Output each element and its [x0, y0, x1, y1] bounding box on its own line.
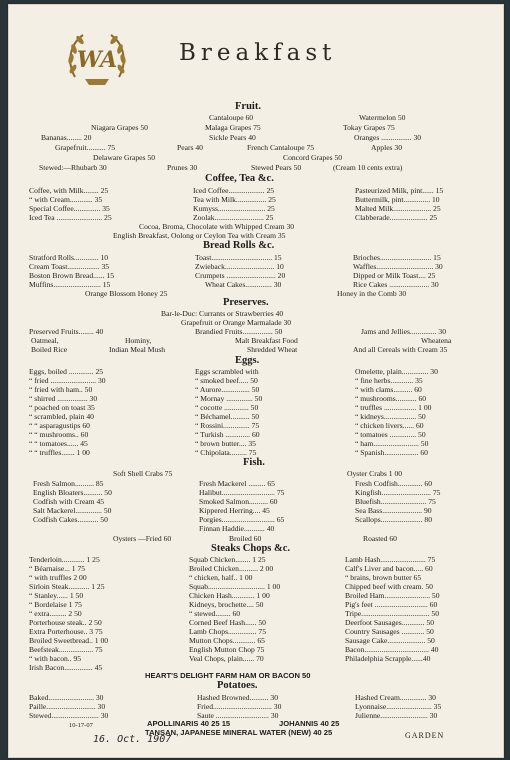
eggs-item: “ Turkish ............. 60 — [195, 430, 260, 439]
potatoes-item: Stewed......................... 30 — [29, 711, 109, 720]
steaks-item: Squab.............................. 1 00 — [189, 582, 281, 591]
bread-item: Stratford Rolls............. 10 — [29, 253, 109, 262]
bread-item: Dipped or Milk Toast.... 25 — [353, 271, 436, 280]
section-fruit: Fruit. — [235, 101, 261, 112]
fish-item: Finnan Haddie........... 40 — [199, 524, 275, 533]
steaks-item: Tripe.................................... 50 — [345, 609, 440, 618]
steaks-item: Philadelphia Scrapple......40 — [345, 654, 431, 663]
eggs-item: “ fried ........................ 30 — [29, 376, 106, 385]
potatoes-item: Hashed Cream.............. 30 — [355, 693, 436, 702]
logo-monogram: WA — [76, 47, 118, 73]
section-steaks: Steaks Chops &c. — [211, 543, 291, 554]
bread-item: Boston Brown Bread...... 15 — [29, 271, 115, 280]
preserves-item: Grapefruit or Orange Marmalade 30 — [181, 318, 292, 327]
eggs-item: “ fried with ham.. 50 — [29, 385, 93, 394]
water-item: JOHANNIS 40 25 — [279, 719, 340, 728]
fish-item: Broiled 60 — [229, 534, 262, 543]
fish-item: Fresh Mackerel ......... 65 — [199, 479, 275, 488]
potatoes-item: Fried............................... 30 — [197, 702, 282, 711]
preserves-item: Jams and Jellies.............. 30 — [361, 327, 446, 336]
menu-card — [8, 4, 504, 758]
steaks-item: “ chicken, half.. 1 00 — [189, 573, 253, 582]
steaks-item: Chicken Hash............ 1 00 — [189, 591, 270, 600]
eggs-item: “ “ tomatoes...... 45 — [29, 439, 88, 448]
eggs-item: “ truffles ................. 1 00 — [355, 403, 432, 412]
eggs-item: “ tomatoes .............. 50 — [355, 430, 426, 439]
preserves-item: Preserved Fruits........ 40 — [29, 327, 104, 336]
steaks-item: “ stewed........ 60 — [189, 609, 241, 618]
fruit-item: Concord Grapes 50 — [283, 153, 343, 162]
fish-item: Oysters —Fried 60 — [113, 534, 172, 543]
fruit-item: Grapefruit.......... 75 — [55, 143, 116, 152]
eggs-item: “ Béchamel.......... 50 — [195, 412, 260, 421]
steaks-item: Corned Beef Hash...... 50 — [189, 618, 266, 627]
eggs-item: Omelette, plain.............. 30 — [355, 367, 438, 376]
steaks-item: Chipped beef with cream. 50 — [345, 582, 433, 591]
eggs-item: “ cocotte ............. 50 — [195, 403, 259, 412]
potatoes-item: Paille.......................... 30 — [29, 702, 106, 711]
fish-item: Soft Shell Crabs 75 — [113, 469, 173, 478]
fruit-item: French Cantaloupe 75 — [247, 143, 315, 152]
venue-label: GARDEN — [405, 731, 445, 740]
fruit-item: Niagara Grapes 50 — [91, 123, 148, 132]
cereal-item: Malt Breakfast Food — [235, 336, 298, 345]
fish-item: Fresh Codfish............. 60 — [355, 479, 432, 488]
menu-code: 10-17-07 — [69, 722, 93, 729]
cereal-item: Boiled Rice — [31, 345, 68, 354]
potatoes-item: Julienne......................... 30 — [355, 711, 438, 720]
fish-item: English Bloaters.......... 50 — [33, 488, 112, 497]
fish-item: Sea Bass..................... 90 — [355, 506, 432, 515]
fish-item: Roasted 60 — [363, 534, 397, 543]
steaks-item: Lamb Hash........................ 75 — [345, 555, 436, 564]
water-item: TANSAN, JAPANESE MINERAL WATER (NEW) 40 25 — [145, 728, 333, 737]
fruit-item: Prunes 30 — [167, 163, 198, 172]
eggs-item: “ smoked beef..... 50 — [195, 376, 258, 385]
preserves-item: Bar-le-Duc: Currants or Strawberries 40 — [161, 309, 284, 318]
wa-monogram-logo — [65, 29, 129, 91]
fish-item: Salt Mackerel.............. 50 — [33, 506, 112, 515]
fish-item: Codfish Cakes........... 50 — [33, 515, 108, 524]
section-coffee: Coffee, Tea &c. — [205, 173, 274, 184]
steaks-item: “ Bordelaise 1 75 — [29, 600, 82, 609]
steaks-item: Extra Porterhouse.. 3 75 — [29, 627, 103, 636]
steaks-item: Country Sausages ............ 50 — [345, 627, 434, 636]
steaks-item: Broiled Ham........................ 50 — [345, 591, 440, 600]
eggs-item: “ Aurore............... 50 — [195, 385, 260, 394]
eggs-item: “ poached on toast 35 — [29, 403, 95, 412]
fruit-item: Tokay Grapes 75 — [343, 123, 395, 132]
water-item: APOLLINARIS 40 25 15 — [147, 719, 231, 728]
fruit-item: Apples 30 — [371, 143, 403, 152]
fruit-item: Malaga Grapes 75 — [205, 123, 261, 132]
fish-item: Kingfish.......................... 75 — [355, 488, 441, 497]
steaks-item: Broiled Sweetbread.. 1 00 — [29, 636, 109, 645]
bread-item: Rice Cakes ..................... 30 — [353, 280, 439, 289]
bread-item: Cream Toast................. 35 — [29, 262, 110, 271]
steaks-item: Kidneys, brochette.... 50 — [189, 600, 264, 609]
coffee-item: Special Coffee.............. 35 — [29, 204, 110, 213]
bread-item: Brioches........................... 15 — [353, 253, 441, 262]
cereal-item: Hominy, — [125, 336, 152, 345]
eggs-item: “ brown butter.... 35 — [195, 439, 256, 448]
eggs-item: “ Mornay .............. 50 — [195, 394, 263, 403]
eggs-item: “ chicken livers...... 60 — [355, 421, 424, 430]
steaks-item: “ with bacon.. 95 — [29, 654, 82, 663]
steaks-item: Sirloin Steak........... 1 25 — [29, 582, 105, 591]
cereal-item: Wheatena — [421, 336, 452, 345]
coffee-item: Clabberade.................... 25 — [355, 213, 438, 222]
section-fish: Fish. — [243, 457, 265, 468]
eggs-item: “ ham........................ 50 — [355, 439, 429, 448]
bread-item: Muffins......................... 15 — [29, 280, 111, 289]
eggs-item: “ Chipolata......... 75 — [195, 448, 257, 457]
fruit-item: Stewed Pears 50 — [251, 163, 302, 172]
steaks-item: “ Béarnaise... 1 75 — [29, 564, 86, 573]
bread-item: Honey in the Comb 30 — [337, 289, 407, 298]
fruit-item: Watermelon 50 — [359, 113, 406, 122]
fish-item: Scallops...................... 80 — [355, 515, 432, 524]
special-item: HEART'S DELIGHT FARM HAM OR BACON 50 — [145, 671, 311, 680]
steaks-item: Pig's feet ............................ 60 — [345, 600, 438, 609]
eggs-item: “ shirred ................ 30 — [29, 394, 98, 403]
coffee-item: Malted Milk.................... 25 — [355, 204, 441, 213]
cereal-item: Oatmeal, — [31, 336, 59, 345]
fish-item: Smoked Salmon.......... 60 — [199, 497, 278, 506]
bread-item: Wheat Cakes.............. 30 — [205, 280, 282, 289]
steaks-item: Deerfoot Sausages............ 50 — [345, 618, 434, 627]
cereal-item: Shredded Wheat — [247, 345, 298, 354]
coffee-item: Zoolak.......................... 25 — [193, 213, 274, 222]
fish-item: Fresh Salmon.......... 85 — [33, 479, 104, 488]
coffee-item: Tea with Milk................ 25 — [193, 195, 276, 204]
cereal-item: Indian Meal Mush — [109, 345, 166, 354]
fruit-item: Oranges ................ 30 — [354, 133, 422, 142]
eggs-item: Eggs, boiled ............. 25 — [29, 367, 104, 376]
fish-item: Oyster Crabs 1 00 — [347, 469, 403, 478]
coffee-item: Buttermilk, pint.............. 10 — [355, 195, 440, 204]
fruit-item: Pears 40 — [177, 143, 203, 152]
steaks-item: “ brains, brown butter 65 — [345, 573, 422, 582]
handwritten-date: 16. Oct. 1907 — [93, 734, 172, 745]
eggs-item: “ Spanish.................. 60 — [355, 448, 428, 457]
coffee-item: Iced Tea ........................ 25 — [29, 213, 112, 222]
coffee-item: Pasteurized Milk, pint...... 15 — [355, 186, 444, 195]
menu-title: Breakfast — [179, 40, 337, 66]
eggs-item: “ Rossini.............. 75 — [195, 421, 260, 430]
fruit-item: Delaware Grapes 50 — [93, 153, 155, 162]
bread-item: Waffles.............................. 30 — [353, 262, 443, 271]
fruit-item: (Cream 10 cents extra) — [333, 163, 403, 172]
eggs-item: Eggs scrambled with — [195, 367, 259, 376]
steaks-item: Mutton Chops............ 65 — [189, 636, 265, 645]
fruit-item: Stewed:—Rhubarb 30 — [39, 163, 107, 172]
eggs-item: “ scrambled, plain 40 — [29, 412, 94, 421]
fruit-item: Sickle Pears 40 — [209, 133, 256, 142]
potatoes-item: Saute ............................ 30 — [197, 711, 279, 720]
eggs-item: “ with clams.......... 60 — [355, 385, 422, 394]
preserves-item: Brandied Fruits................ 50 — [195, 327, 283, 336]
coffee-item: Kumyss......................... 25 — [193, 204, 275, 213]
eggs-item: “ “ asparagustips 60 — [29, 421, 90, 430]
coffee-item: Coffee, with Milk........ 25 — [29, 186, 109, 195]
section-preserves: Preserves. — [223, 297, 269, 308]
bread-item: Zwieback.......................... 10 — [195, 262, 284, 271]
eggs-item: “ mushrooms........... 60 — [355, 394, 427, 403]
steaks-item: Lamb Chops............... 75 — [189, 627, 266, 636]
coffee-item: Iced Coffee................... 25 — [193, 186, 275, 195]
bread-item: Orange Blossom Honey 25 — [85, 289, 168, 298]
steaks-item: Calf's Liver and bacon..... 60 — [345, 564, 433, 573]
section-bread: Bread Rolls &c. — [203, 240, 275, 251]
eggs-item: “ “ mushrooms.. 60 — [29, 430, 89, 439]
steaks-item: Tenderloin............ 1 25 — [29, 555, 100, 564]
section-eggs: Eggs. — [235, 355, 260, 366]
potatoes-item: Hashed Browned.......... 30 — [197, 693, 278, 702]
potatoes-item: Lyonnaise........................ 35 — [355, 702, 442, 711]
steaks-item: Squab Chicken........ 1 25 — [189, 555, 266, 564]
steaks-item: “ Stanley...... 1 50 — [29, 591, 84, 600]
steaks-item: Veal Chops, plain...... 70 — [189, 654, 264, 663]
steaks-item: “ with truffles 2 00 — [29, 573, 87, 582]
eggs-item: “ kidneys................. 50 — [355, 412, 426, 421]
fruit-item: Bananas........ 20 — [41, 133, 92, 142]
eggs-item: “ “ truffles....... 1 00 — [29, 448, 90, 457]
fish-item: Kippered Herring.... 45 — [199, 506, 270, 515]
coffee-item: “ with Cream............ 35 — [29, 195, 103, 204]
bread-item: Toast................................ 15 — [195, 253, 282, 262]
steaks-item: Irish Bacon............... 45 — [29, 663, 103, 672]
steaks-item: “ extra......... 2 50 — [29, 609, 82, 618]
steaks-item: English Mutton Chop 75 — [189, 645, 265, 654]
fish-item: Porgies............................ 65 — [199, 515, 285, 524]
fish-item: Bluefish........................ 75 — [355, 497, 436, 506]
section-potatoes: Potatoes. — [217, 680, 258, 691]
fish-item: Halibut............................ 75 — [199, 488, 285, 497]
steaks-item: Porterhouse steak.. 2 50 — [29, 618, 102, 627]
fruit-item: Cantaloupe 60 — [209, 113, 254, 122]
steaks-item: Sausage Cake.................... 50 — [345, 636, 435, 645]
cereal-item: And all Cereals with Cream 35 — [353, 345, 448, 354]
fish-item: Codfish with Cream 45 — [33, 497, 105, 506]
coffee-item: Cocoa, Broma, Chocolate with Whipped Cream 30 — [139, 222, 295, 231]
bread-item: Crumpets .......................... 20 — [195, 271, 286, 280]
steaks-item: Bacon.................................. 40 — [345, 645, 439, 654]
eggs-item: “ fine herbs............ 35 — [355, 376, 423, 385]
steaks-item: Beefsteak.................. 75 — [29, 645, 103, 654]
steaks-item: Broiled Chicken.......... 2 00 — [189, 564, 274, 573]
potatoes-item: Baked........................ 30 — [29, 693, 104, 702]
coffee-item: English Breakfast, Oolong or Ceylon Tea with Cream 35 — [113, 231, 286, 240]
